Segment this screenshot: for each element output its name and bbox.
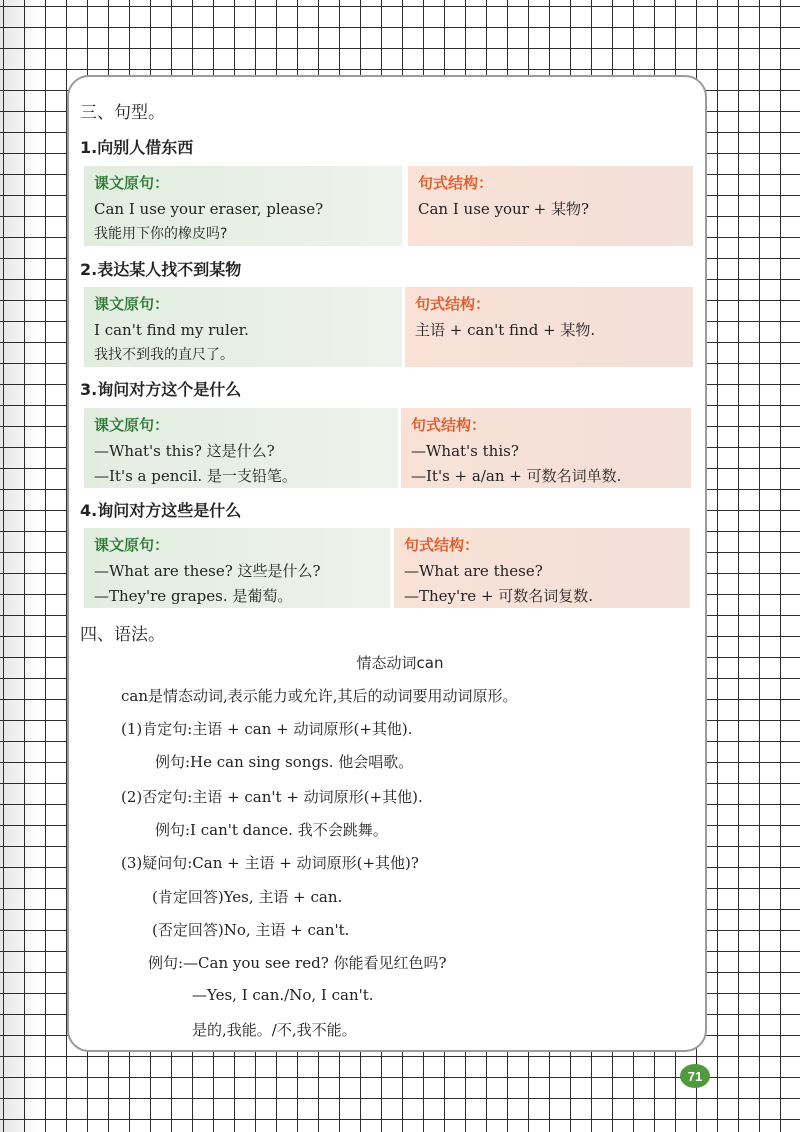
grammar-intro: can是情态动词,表示能力或允许,其后的动词要用动词原形。 [121,687,518,705]
original-sentence-box-1 [84,166,402,246]
structure-box-3 [401,408,691,488]
original-sentence-line: Can I use your eraser, please? [94,200,324,218]
page-shadow [0,0,40,1132]
structure-line: —What's this? [411,442,519,460]
original-sentence-label: 课文原句： [94,416,170,434]
original-sentence-label: 课文原句： [94,174,170,192]
page-number-badge: 71 [680,1064,710,1088]
grammar-line: (3)疑问句:Can + 主语 + 动词原形(+其他)? [121,854,419,872]
structure-box-1 [408,166,693,246]
structure-line: Can I use your + 某物? [418,200,590,218]
original-sentence-line: 我找不到我的直尺了。 [94,347,234,363]
item-title-4: 4.询问对方这些是什么 [80,501,242,520]
structure-label: 句式结构： [415,295,491,313]
structure-line: —What are these? [404,562,543,580]
grammar-line: (2)否定句:主语 + can't + 动词原形(+其他). [121,788,423,806]
original-sentence-box-3 [84,408,398,488]
original-sentence-label: 课文原句： [94,536,170,554]
item-title-1: 1.向别人借东西 [80,138,194,157]
grammar-line: (1)肯定句:主语 + can + 动词原形(+其他). [121,720,413,738]
structure-line: —They're + 可数名词复数. [404,587,594,605]
original-sentence-line: 我能用下你的橡皮吗? [94,226,228,242]
grammar-line: 例句:—Can you see red? 你能看见红色吗? [148,954,447,972]
grammar-line: (否定回答)No, 主语 + can't. [152,921,350,939]
structure-box-2 [405,287,693,367]
grammar-line: (肯定回答)Yes, 主语 + can. [152,888,343,906]
section-title-grammar: 四、语法。 [80,625,165,645]
structure-line: —It's + a/an + 可数名词单数. [411,467,622,485]
item-title-3: 3.询问对方这个是什么 [80,380,242,399]
grammar-line: 例句:He can sing songs. 他会唱歌。 [155,753,414,771]
structure-box-4 [394,528,690,608]
section-title-sentence-patterns: 三、句型。 [80,103,165,123]
grammar-line: 例句:I can't dance. 我不会跳舞。 [155,821,388,839]
original-sentence-box-4 [84,528,390,608]
original-sentence-line: —It's a pencil. 是一支铅笔。 [94,467,297,485]
original-sentence-box-2 [84,287,402,367]
original-sentence-line: —They're grapes. 是葡萄。 [94,587,293,605]
item-title-2: 2.表达某人找不到某物 [80,260,242,279]
original-sentence-line: I can't find my ruler. [94,321,249,339]
grammar-line: 是的,我能。/不,我不能。 [192,1021,357,1039]
original-sentence-line: —What are these? 这些是什么? [94,562,321,580]
structure-label: 句式结构： [411,416,487,434]
original-sentence-label: 课文原句： [94,295,170,313]
structure-label: 句式结构： [404,536,480,554]
grammar-line: —Yes, I can./No, I can't. [192,986,374,1004]
original-sentence-line: —What's this? 这是什么? [94,442,275,460]
structure-line: 主语 + can't find + 某物. [415,321,596,339]
grammar-title: 情态动词can [356,654,444,672]
structure-label: 句式结构： [418,174,494,192]
